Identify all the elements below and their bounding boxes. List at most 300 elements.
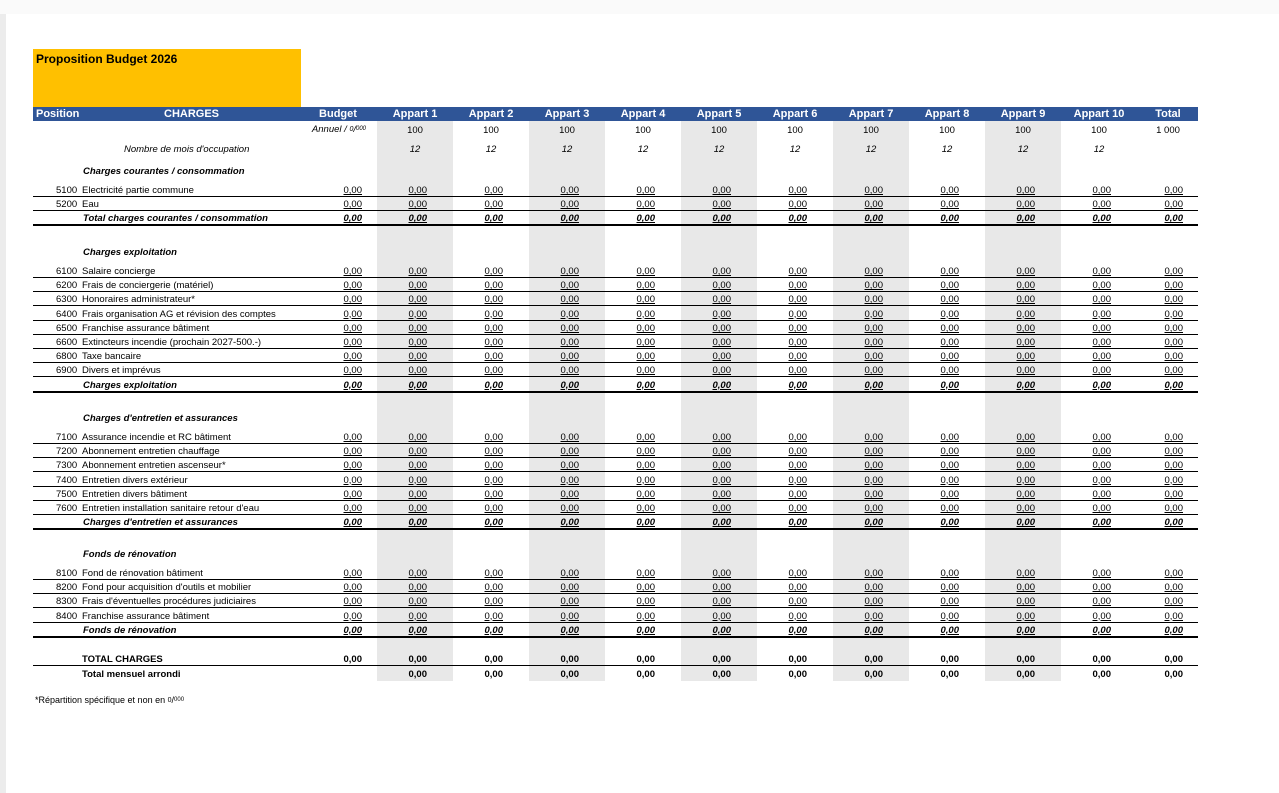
unit-value: 0,00 — [788, 185, 807, 196]
row-code: 6500 — [56, 322, 78, 334]
total-value: 0,00 — [1164, 365, 1183, 377]
unit-value: 0,00 — [788, 266, 807, 277]
header-unit: Appart 3 — [544, 108, 590, 120]
unit-value: 0,00 — [1016, 185, 1035, 196]
unit-value: 0,00 — [484, 199, 503, 211]
unit-monthly-value: 0,00 — [560, 669, 579, 680]
unit-value: 0,00 — [1092, 199, 1111, 211]
unit-value: 0,00 — [560, 610, 579, 622]
unit-value: 0,00 — [1016, 379, 1035, 391]
unit-value: 0,00 — [940, 488, 959, 500]
unit-value: 0,00 — [1092, 517, 1111, 529]
unit-value: 0,00 — [636, 365, 655, 377]
unit-value: 0,00 — [788, 517, 807, 529]
unit-value: 0,00 — [408, 610, 427, 622]
row-code: 5100 — [56, 185, 78, 196]
unit-value: 0,00 — [636, 185, 655, 196]
unit-value: 0,00 — [636, 488, 655, 500]
row-label: Frais organisation AG et révision des comptes — [82, 308, 276, 320]
unit-value: 0,00 — [940, 568, 959, 579]
unit-value: 0,00 — [636, 503, 655, 514]
unit-share: 100 — [711, 125, 727, 136]
unit-months: 12 — [409, 144, 421, 155]
budget-value: 0,00 — [343, 503, 362, 514]
unit-value: 0,00 — [408, 654, 427, 665]
total-value: 0,00 — [1164, 379, 1183, 391]
unit-value: 0,00 — [712, 503, 731, 514]
unit-value: 0,00 — [940, 517, 959, 529]
unit-months: 12 — [789, 144, 801, 155]
monthly-total-label: Total mensuel arrondi — [82, 669, 181, 680]
unit-value: 0,00 — [408, 213, 427, 225]
unit-value: 0,00 — [1016, 280, 1035, 292]
row-separator — [33, 607, 1198, 608]
unit-value: 0,00 — [1092, 503, 1111, 514]
header-unit: Appart 6 — [772, 108, 818, 120]
unit-value: 0,00 — [560, 517, 579, 529]
row-separator — [33, 210, 1198, 211]
unit-value: 0,00 — [788, 308, 807, 320]
unit-value: 0,00 — [560, 280, 579, 292]
header-unit: Appart 2 — [468, 108, 514, 120]
unit-value: 0,00 — [1016, 488, 1035, 500]
unit-value: 0,00 — [408, 280, 427, 292]
unit-value: 0,00 — [712, 474, 731, 486]
unit-value: 0,00 — [484, 596, 503, 608]
total-value: 0,00 — [1164, 294, 1183, 306]
total-value: 0,00 — [1164, 322, 1183, 334]
unit-value: 0,00 — [712, 582, 731, 594]
unit-value: 0,00 — [788, 365, 807, 377]
unit-value: 0,00 — [484, 432, 503, 443]
total-value: 0,00 — [1164, 610, 1183, 622]
row-label: Franchise assurance bâtiment — [82, 322, 210, 334]
total-value: 0,00 — [1164, 596, 1183, 608]
total-value: 0,00 — [1164, 308, 1183, 320]
unit-monthly-value: 0,00 — [864, 669, 883, 680]
unit-value: 0,00 — [484, 337, 503, 348]
row-label: Abonnement entretien chauffage — [82, 446, 220, 458]
row-label: Entretien installation sanitaire retour d'eau — [82, 503, 260, 514]
header-unit: Appart 9 — [1000, 108, 1046, 120]
section-total-label: Total charges courantes / consommation — [83, 213, 268, 225]
unit-months: 12 — [865, 144, 877, 155]
row-label: Extincteurs incendie (prochain 2027-500.-) — [82, 337, 262, 348]
row-code: 7500 — [56, 488, 78, 500]
unit-value: 0,00 — [636, 446, 655, 458]
unit-value: 0,00 — [484, 266, 503, 277]
unit-months: 12 — [1093, 144, 1105, 155]
row-label: Assurance incendie et RC bâtiment — [82, 432, 231, 443]
budget-value: 0,00 — [343, 582, 362, 594]
row-label: Frais d'éventuelles procédures judiciaires — [82, 596, 256, 608]
unit-value: 0,00 — [788, 446, 807, 458]
row-code: 5200 — [56, 199, 78, 211]
unit-value: 0,00 — [1016, 351, 1035, 363]
budget-value: 0,00 — [343, 294, 362, 306]
unit-value: 0,00 — [788, 280, 807, 292]
budget-subheader: Annuel / $^0$/000 — [311, 124, 366, 135]
unit-value: 0,00 — [864, 582, 883, 594]
unit-value: 0,00 — [864, 432, 883, 443]
unit-value: 0,00 — [560, 266, 579, 277]
unit-value: 0,00 — [1016, 213, 1035, 225]
unit-value: 0,00 — [560, 446, 579, 458]
unit-monthly-value: 0,00 — [712, 669, 731, 680]
unit-value: 0,00 — [940, 322, 959, 334]
unit-share: 100 — [787, 125, 803, 136]
unit-value: 0,00 — [712, 446, 731, 458]
unit-value: 0,00 — [788, 322, 807, 334]
unit-value: 0,00 — [560, 308, 579, 320]
unit-value: 0,00 — [864, 446, 883, 458]
budget-value: 0,00 — [343, 517, 362, 529]
unit-value: 0,00 — [1016, 624, 1035, 636]
row-label: Franchise assurance bâtiment — [82, 610, 210, 622]
unit-months: 12 — [713, 144, 725, 155]
unit-months: 12 — [561, 144, 573, 155]
header-total: Total — [1155, 108, 1181, 120]
unit-value: 0,00 — [560, 365, 579, 377]
unit-value: 0,00 — [864, 460, 883, 472]
unit-value: 0,00 — [940, 582, 959, 594]
unit-value: 0,00 — [864, 379, 883, 391]
unit-value: 0,00 — [1092, 266, 1111, 277]
unit-share: 100 — [939, 125, 955, 136]
unit-value: 0,00 — [636, 517, 655, 529]
row-code: 8200 — [56, 582, 78, 594]
row-separator — [33, 277, 1198, 278]
unit-value: 0,00 — [560, 379, 579, 391]
unit-value: 0,00 — [484, 517, 503, 529]
section-title: Charges d'entretien et assurances — [83, 413, 238, 424]
budget-value: 0,00 — [343, 568, 362, 579]
row-label: Abonnement entretien ascenseur* — [82, 460, 226, 472]
unit-value: 0,00 — [484, 185, 503, 196]
unit-value: 0,00 — [560, 322, 579, 334]
row-separator — [33, 443, 1198, 444]
unit-value: 0,00 — [1092, 568, 1111, 579]
unit-value: 0,00 — [712, 308, 731, 320]
unit-value: 0,00 — [636, 280, 655, 292]
unit-value: 0,00 — [560, 568, 579, 579]
unit-value: 0,00 — [1092, 432, 1111, 443]
unit-value: 0,00 — [408, 322, 427, 334]
unit-value: 0,00 — [1016, 266, 1035, 277]
unit-value: 0,00 — [560, 488, 579, 500]
budget-value: 0,00 — [343, 596, 362, 608]
unit-value: 0,00 — [484, 365, 503, 377]
unit-value: 0,00 — [636, 610, 655, 622]
unit-value: 0,00 — [484, 624, 503, 636]
row-separator — [33, 362, 1198, 363]
row-code: 6800 — [56, 351, 78, 363]
unit-value: 0,00 — [408, 365, 427, 377]
unit-value: 0,00 — [636, 379, 655, 391]
unit-share: 100 — [483, 125, 499, 136]
unit-value: 0,00 — [940, 379, 959, 391]
unit-value: 0,00 — [1092, 185, 1111, 196]
unit-value: 0,00 — [788, 213, 807, 225]
unit-value: 0,00 — [636, 582, 655, 594]
unit-value: 0,00 — [484, 446, 503, 458]
row-separator — [33, 471, 1198, 472]
unit-value: 0,00 — [788, 474, 807, 486]
unit-value: 0,00 — [560, 474, 579, 486]
unit-value: 0,00 — [408, 199, 427, 211]
unit-value: 0,00 — [560, 337, 579, 348]
row-separator — [33, 486, 1198, 487]
budget-value: 0,00 — [343, 213, 362, 225]
unit-value: 0,00 — [1092, 294, 1111, 306]
unit-value: 0,00 — [636, 213, 655, 225]
unit-value: 0,00 — [408, 460, 427, 472]
unit-value: 0,00 — [864, 365, 883, 377]
unit-value: 0,00 — [1092, 213, 1111, 225]
total-value: 0,00 — [1164, 654, 1183, 665]
unit-value: 0,00 — [1016, 294, 1035, 306]
unit-value: 0,00 — [484, 213, 503, 225]
unit-value: 0,00 — [1016, 337, 1035, 348]
budget-value: 0,00 — [343, 624, 362, 636]
unit-value: 0,00 — [712, 199, 731, 211]
unit-value: 0,00 — [788, 379, 807, 391]
section-title: Fonds de rénovation — [83, 549, 177, 560]
unit-value: 0,00 — [1016, 517, 1035, 529]
total-value: 0,00 — [1164, 503, 1183, 514]
unit-value: 0,00 — [560, 460, 579, 472]
unit-value: 0,00 — [712, 294, 731, 306]
budget-value: 0,00 — [343, 199, 362, 211]
unit-value: 0,00 — [940, 610, 959, 622]
unit-value: 0,00 — [636, 568, 655, 579]
unit-value: 0,00 — [408, 337, 427, 348]
total-value: 0,00 — [1164, 582, 1183, 594]
unit-value: 0,00 — [1092, 624, 1111, 636]
unit-value: 0,00 — [940, 337, 959, 348]
unit-value: 0,00 — [940, 213, 959, 225]
unit-value: 0,00 — [636, 266, 655, 277]
unit-value: 0,00 — [712, 266, 731, 277]
row-separator — [33, 320, 1198, 321]
unit-value: 0,00 — [636, 308, 655, 320]
budget-value: 0,00 — [343, 488, 362, 500]
row-separator — [33, 593, 1198, 594]
budget-value: 0,00 — [343, 308, 362, 320]
unit-value: 0,00 — [1016, 596, 1035, 608]
row-label: Electricité partie commune — [82, 185, 194, 196]
unit-value: 0,00 — [864, 266, 883, 277]
unit-value: 0,00 — [940, 280, 959, 292]
unit-value: 0,00 — [864, 503, 883, 514]
unit-value: 0,00 — [1016, 365, 1035, 377]
unit-share: 100 — [1091, 125, 1107, 136]
unit-value: 0,00 — [560, 596, 579, 608]
row-separator — [33, 305, 1198, 306]
total-value: 0,00 — [1164, 337, 1183, 348]
row-label: Entretien divers extérieur — [82, 474, 188, 486]
budget-value: 0,00 — [343, 337, 362, 348]
unit-value: 0,00 — [408, 379, 427, 391]
row-label: Eau — [82, 199, 99, 211]
budget-value: 0,00 — [343, 446, 362, 458]
unit-value: 0,00 — [484, 610, 503, 622]
unit-value: 0,00 — [864, 213, 883, 225]
unit-value: 0,00 — [1092, 610, 1111, 622]
header-unit: Appart 7 — [848, 108, 894, 120]
row-separator — [33, 224, 1198, 226]
unit-value: 0,00 — [788, 624, 807, 636]
unit-value: 0,00 — [712, 432, 731, 443]
left-edge — [0, 0, 6, 793]
unit-value: 0,00 — [560, 432, 579, 443]
unit-value: 0,00 — [864, 308, 883, 320]
unit-value: 0,00 — [408, 432, 427, 443]
unit-monthly-value: 0,00 — [788, 669, 807, 680]
budget-value: 0,00 — [343, 351, 362, 363]
unit-value: 0,00 — [940, 351, 959, 363]
unit-value: 0,00 — [1092, 379, 1111, 391]
unit-value: 0,00 — [484, 568, 503, 579]
unit-value: 0,00 — [940, 654, 959, 665]
unit-value: 0,00 — [864, 322, 883, 334]
unit-value: 0,00 — [1016, 460, 1035, 472]
unit-value: 0,00 — [940, 624, 959, 636]
row-separator — [33, 622, 1198, 623]
unit-value: 0,00 — [408, 568, 427, 579]
unit-value: 0,00 — [712, 351, 731, 363]
unit-share: 100 — [407, 125, 423, 136]
unit-value: 0,00 — [484, 474, 503, 486]
header-unit: Appart 10 — [1073, 108, 1125, 120]
unit-value: 0,00 — [1092, 308, 1111, 320]
unit-value: 0,00 — [560, 213, 579, 225]
unit-value: 0,00 — [408, 596, 427, 608]
unit-value: 0,00 — [1092, 582, 1111, 594]
unit-value: 0,00 — [864, 351, 883, 363]
unit-value: 0,00 — [1092, 351, 1111, 363]
unit-value: 0,00 — [864, 568, 883, 579]
budget-value: 0,00 — [343, 322, 362, 334]
unit-value: 0,00 — [864, 610, 883, 622]
unit-share: 100 — [863, 125, 879, 136]
unit-share: 100 — [1015, 125, 1031, 136]
unit-value: 0,00 — [636, 199, 655, 211]
unit-monthly-value: 0,00 — [1092, 669, 1111, 680]
unit-value: 0,00 — [712, 624, 731, 636]
unit-value: 0,00 — [1016, 308, 1035, 320]
unit-value: 0,00 — [408, 294, 427, 306]
unit-value: 0,00 — [1016, 503, 1035, 514]
unit-value: 0,00 — [408, 474, 427, 486]
budget-value: 0,00 — [343, 654, 362, 665]
row-code: 8400 — [56, 610, 78, 622]
budget-value: 0,00 — [343, 460, 362, 472]
unit-value: 0,00 — [712, 280, 731, 292]
unit-value: 0,00 — [940, 503, 959, 514]
months-label: Nombre de mois d'occupation — [124, 144, 250, 155]
unit-value: 0,00 — [712, 488, 731, 500]
unit-value: 0,00 — [940, 266, 959, 277]
header-position: Position — [36, 108, 80, 120]
total-value: 0,00 — [1164, 517, 1183, 529]
unit-value: 0,00 — [484, 379, 503, 391]
unit-value: 0,00 — [1016, 568, 1035, 579]
unit-value: 0,00 — [560, 582, 579, 594]
budget-value: 0,00 — [343, 610, 362, 622]
row-code: 6400 — [56, 308, 78, 320]
unit-value: 0,00 — [712, 322, 731, 334]
row-label: Fond pour acquisition d'outils et mobilier — [82, 582, 252, 594]
unit-value: 0,00 — [636, 322, 655, 334]
unit-value: 0,00 — [712, 213, 731, 225]
section-title: Charges exploitation — [83, 247, 177, 258]
total-value: 0,00 — [1164, 432, 1183, 443]
unit-value: 0,00 — [1092, 654, 1111, 665]
budget-value: 0,00 — [343, 432, 362, 443]
unit-value: 0,00 — [788, 294, 807, 306]
unit-value: 0,00 — [484, 280, 503, 292]
row-separator — [33, 457, 1198, 458]
unit-value: 0,00 — [940, 432, 959, 443]
unit-value: 0,00 — [1016, 582, 1035, 594]
unit-value: 0,00 — [940, 460, 959, 472]
unit-value: 0,00 — [408, 582, 427, 594]
row-separator — [33, 348, 1198, 349]
unit-value: 0,00 — [1092, 488, 1111, 500]
unit-months: 12 — [485, 144, 497, 155]
row-label: Frais de conciergerie (matériel) — [82, 280, 214, 292]
unit-value: 0,00 — [636, 654, 655, 665]
unit-value: 0,00 — [636, 624, 655, 636]
grand-total-label: TOTAL CHARGES — [82, 654, 163, 665]
unit-value: 0,00 — [484, 582, 503, 594]
unit-value: 0,00 — [636, 474, 655, 486]
unit-value: 0,00 — [1092, 460, 1111, 472]
unit-value: 0,00 — [408, 446, 427, 458]
row-code: 8100 — [56, 568, 78, 579]
total-value: 0,00 — [1164, 624, 1183, 636]
unit-value: 0,00 — [1092, 322, 1111, 334]
unit-value: 0,00 — [788, 351, 807, 363]
header-budget: Budget — [319, 108, 357, 120]
unit-value: 0,00 — [788, 596, 807, 608]
unit-value: 0,00 — [712, 568, 731, 579]
unit-value: 0,00 — [1092, 280, 1111, 292]
unit-value: 0,00 — [940, 199, 959, 211]
section-total-label: Charges exploitation — [83, 379, 177, 391]
row-label: Taxe bancaire — [82, 351, 142, 363]
unit-value: 0,00 — [484, 654, 503, 665]
unit-value: 0,00 — [864, 488, 883, 500]
row-separator — [33, 391, 1198, 393]
section-title: Charges courantes / consommation — [83, 166, 245, 177]
title-box — [33, 49, 301, 107]
row-code: 6600 — [56, 337, 78, 348]
row-separator — [33, 376, 1198, 377]
unit-value: 0,00 — [484, 503, 503, 514]
unit-value: 0,00 — [408, 488, 427, 500]
row-separator — [33, 291, 1198, 292]
total-value: 0,00 — [1164, 185, 1183, 196]
unit-value: 0,00 — [1016, 446, 1035, 458]
unit-value: 0,00 — [788, 654, 807, 665]
total-monthly-value: 0,00 — [1164, 669, 1183, 680]
unit-monthly-value: 0,00 — [408, 669, 427, 680]
unit-value: 0,00 — [940, 294, 959, 306]
unit-value: 0,00 — [408, 503, 427, 514]
row-separator — [33, 196, 1198, 197]
